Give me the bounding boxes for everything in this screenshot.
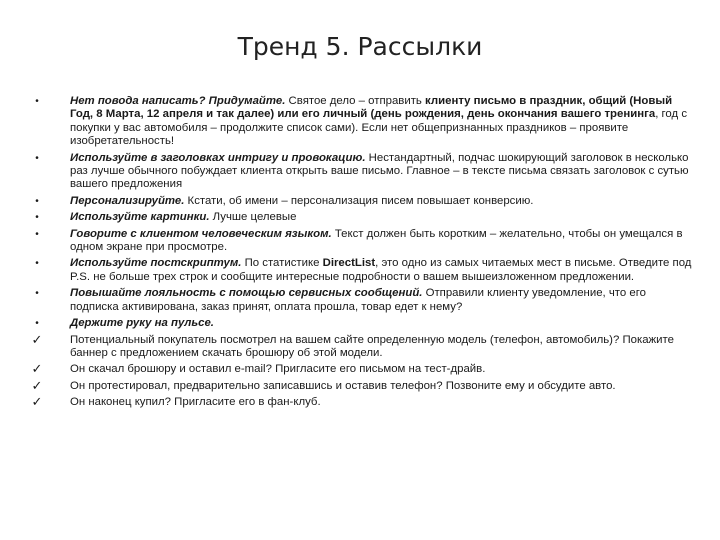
bullet-icon: • — [35, 96, 39, 107]
body-text: Он протестировал, предварительно записавшись и оставив телефон? Позвоните ему и обсудите авто. — [70, 379, 616, 392]
list-item — [30, 396, 695, 409]
slide-title: Тренд 5. Рассылки — [237, 32, 483, 61]
bullet-list — [30, 95, 695, 413]
emphasis-text: Персонализируйте. — [70, 194, 185, 207]
list-item — [30, 363, 695, 376]
body-text: Нестандартный, подчас шокирующий заголовок в несколько раз лучше обычного побуждает клиента открыть ваше письмо. Главное – в тексте письма связать заголовок с сутью вашего предложения — [70, 151, 689, 191]
list-item — [30, 95, 695, 149]
list-item — [30, 257, 695, 284]
list-item-text — [70, 195, 533, 207]
list-item-text — [70, 317, 214, 329]
list-item-text — [70, 380, 616, 392]
list-item-text — [70, 363, 485, 375]
emphasis-text: Повышайте лояльность с помощью сервисных сообщений. — [70, 287, 423, 300]
list-item — [30, 228, 695, 255]
list-item-text — [70, 287, 646, 312]
list-item-text — [70, 228, 683, 253]
emphasis-text: Используйте в заголовках интригу и провокацию. — [70, 151, 366, 164]
list-item — [30, 380, 695, 393]
bullet-icon: • — [35, 228, 39, 240]
bullet-icon: • — [35, 152, 39, 164]
body-text: Он наконец купил? Пригласите его в фан-клуб. — [70, 396, 321, 409]
list-item-text — [70, 211, 296, 223]
checkmark-icon: ✓ — [31, 362, 43, 378]
emphasis-text: DirectList — [322, 257, 376, 270]
body-text: , год с покупки у вас автомобиля – продолжите список сами). Если нет общепризнанных праздников – проявите изобретательность! — [70, 108, 688, 148]
bullet-icon: • — [35, 195, 39, 207]
emphasis-text: Нет повода написать? Придумайте. — [70, 95, 286, 107]
body-text: Святое дело – отправить — [285, 95, 426, 107]
emphasis-text: Говорите с клиентом человеческим языком. — [70, 227, 332, 240]
checkmark-icon: ✓ — [31, 332, 43, 348]
list-item — [30, 334, 695, 361]
bullet-icon: • — [35, 212, 39, 224]
list-item — [30, 287, 695, 314]
checkmark-icon: ✓ — [31, 395, 43, 411]
list-item-text — [70, 396, 321, 408]
body-text: , это одно из самых читаемых мест в письме. Отведите под P.S. не больше трех строк и сообщите интересные подробности о вашем вышеизложенном предложении. — [70, 257, 692, 283]
body-text: Текст должен быть коротким – желательно, чтобы он умещался в одном экране при просмотре. — [70, 227, 683, 254]
body-text: Потенциальный покупатель посмотрел на вашем сайте определенную модель (телефон, автомобиль)? Покажите баннер с предложением скачать брошюру об этой модели. — [70, 333, 674, 359]
emphasis-text: Используйте постскриптум. — [70, 257, 242, 270]
list-item — [30, 211, 695, 224]
list-item — [30, 317, 695, 330]
checkmark-icon: ✓ — [31, 378, 43, 394]
list-item — [30, 195, 695, 208]
emphasis-text: Используйте картинки. — [70, 211, 210, 224]
emphasis-text: Держите руку на пульсе. — [70, 317, 214, 330]
list-item — [30, 152, 695, 192]
emphasis-text: клиенту письмо в праздник, общий (Новый Год, 8 Марта, 12 апреля и так далее) или его личный (день рождения, день окончания вашего тренинга — [70, 95, 673, 121]
bullet-icon: • — [35, 288, 39, 300]
bullet-icon: • — [35, 318, 39, 330]
body-text: Он скачал брошюру и оставил e-mail? Пригласите его письмом на тест-драйв. — [70, 363, 486, 376]
body-text: По статистике — [241, 257, 323, 270]
bullet-icon: • — [35, 258, 39, 270]
list-item-text — [70, 257, 691, 282]
body-text: Кстати, об имени – персонализация писем повышает конверсию. — [184, 194, 534, 207]
list-item-text — [70, 334, 674, 359]
body-text: Лучше целевые — [209, 211, 297, 224]
list-item-text — [70, 152, 689, 191]
list-item-text — [70, 95, 687, 147]
body-text: Отправили клиенту уведомление, что его подписка активирована, заказ принят, оплата прошла, товар едет к нему? — [70, 287, 646, 313]
